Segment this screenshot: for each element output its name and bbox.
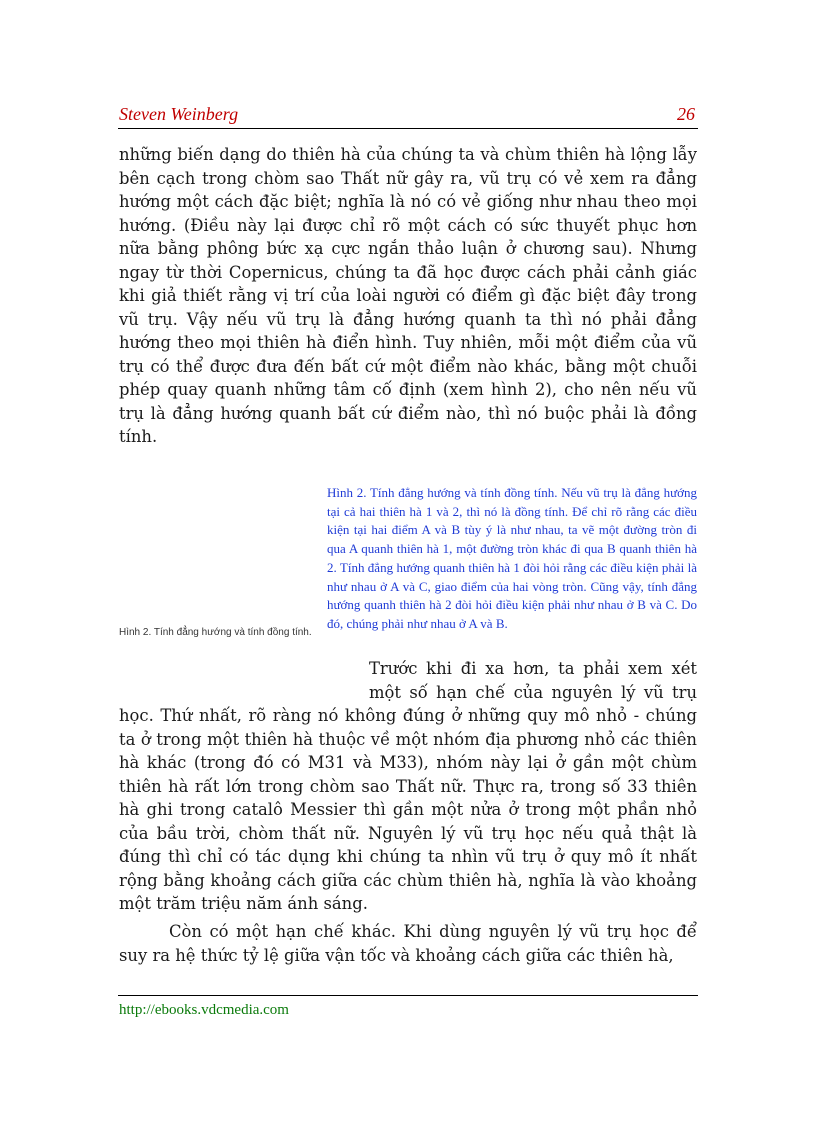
page-header (119, 104, 697, 126)
float-spacer (119, 657, 369, 681)
figure-caption-small: Hình 2. Tính đẳng hướng và tính đồng tính. (119, 627, 312, 638)
figure-caption: Hình 2. Tính đẳng hướng và tính đồng tính. Nếu vũ trụ là đẳng hướng tại cả hai thiên hà 1 và 2, thì nó là đồng tính. Để chỉ rõ rằng các điều kiện tại hai điểm A và B tùy ý là như nhau, ta vẽ một đường tròn đi qua A quanh thiên hà 1, một đường tròn khác đi qua B quanh thiên hà 2. Tính đẳng hướng quanh thiên hà 1 đòi hỏi rằng các điều kiện phải là như nhau ở A và C, giao điểm của hai vòng tròn. Cũng vậy, tính đẳng hướng quanh thiên hà 2 đòi hỏi điều kiện phải như nhau ở B và C. Do đó, chúng phải như nhau ở A và B. (327, 485, 697, 631)
header-rule (118, 128, 698, 129)
header-author: Steven Weinberg (119, 104, 239, 124)
body-paragraph-3: Còn có một hạn chế khác. Khi dùng nguyên lý vũ trụ học để suy ra hệ thức tỷ lệ giữa vận tốc và khoảng cách giữa các thiên hà, (119, 922, 697, 965)
footer-link[interactable]: http://ebooks.vdcmedia.com (119, 1002, 289, 1018)
header-page-number: 26 (677, 104, 695, 124)
body-paragraph-1: những biến dạng do thiên hà của chúng ta và chùm thiên hà lộng lẫy bên cạch trong chòm sao Thất nữ gây ra, vũ trụ có vẻ xem ra đẳng hướng một cách đặc biệt; nghĩa là nó có vẻ giống như nhau theo mọi hướng. (Điều này lại được chỉ rõ một cách có sức thuyết phục hơn nữa bằng phông bức xạ cực ngắn thảo luận ở chương sau). Nhưng ngay từ thời Copernicus, chúng ta đã học được cách phải cảnh giác khi giả thiết rằng vị trí của loài người có điểm gì đặc biệt đây trong vũ trụ. Vậy nếu vũ trụ là đẳng hướng quanh ta thì nó phải đẳng hướng theo mọi thiên hà điển hình. Tuy nhiên, mỗi một điểm của vũ trụ có thể được đưa đến bất cứ một điểm nào khác, bằng một chuỗi phép quay quanh những tâm cố định (xem hình 2), cho nên nếu vũ trụ là đẳng hướng quanh bất cứ điểm nào, thì nó buộc phải là đồng tính. (119, 145, 697, 446)
body-paragraph-2: Trước khi đi xa hơn, ta phải xem xét một số hạn chế của nguyên lý vũ trụ học. Thứ nhất, rõ ràng nó không đúng ở những quy mô nhỏ - chúng ta ở trong một thiên hà thuộc về một nhóm địa phương nhỏ các thiên hà khác (trong đó có M31 và M33), nhóm này lại ở gần một chùm thiên hà rất lớn trong chòm sao Thất nữ. Thực ra, trong số 33 thiên hà ghi trong catalô Messier thì gần một nửa ở trong một phần nhỏ của bầu trời, chòm thất nữ. Nguyên lý vũ trụ học nếu quả thật là đúng thì chỉ có tác dụng khi chúng ta nhìn vũ trụ ở quy mô ít nhất rộng bằng khoảng cách giữa các chùm thiên hà, nghĩa là vào khoảng một trăm triệu năm ánh sáng. (119, 659, 697, 913)
footer-rule (118, 995, 698, 996)
body-paragraph-2-container (119, 657, 697, 916)
